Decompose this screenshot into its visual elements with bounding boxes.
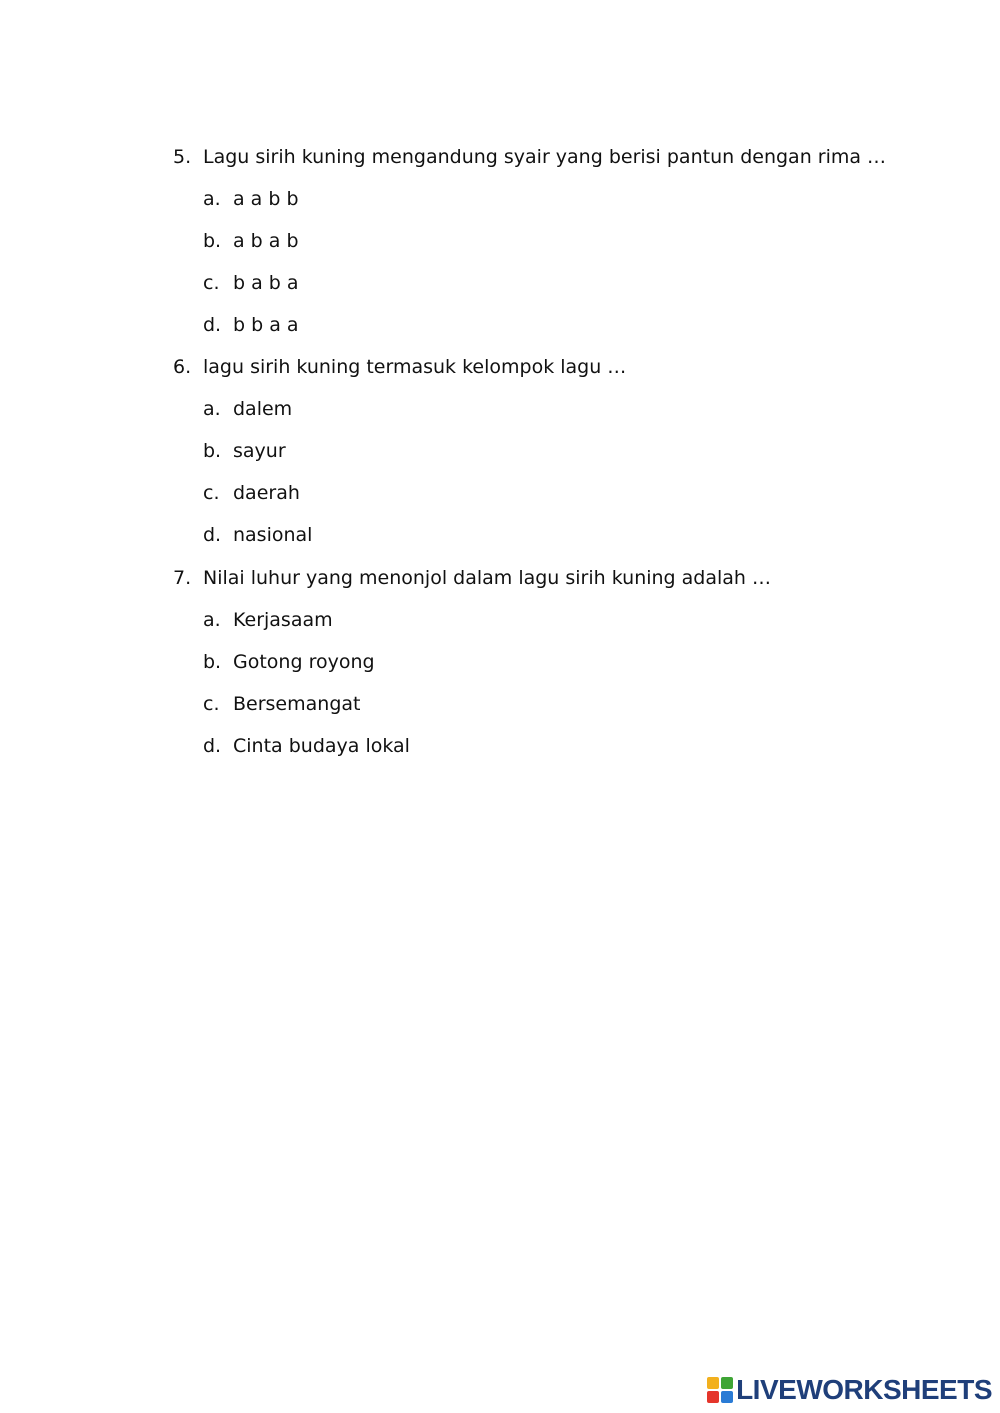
option-c (203, 693, 933, 735)
question-text: lagu sirih kuning termasuk kelompok lagu … (203, 356, 627, 378)
option-letter: d. (203, 314, 222, 336)
option-text: sayur (233, 440, 286, 462)
option-list (173, 188, 933, 356)
option-text: Cinta budaya lokal (233, 735, 410, 757)
option-text: daerah (233, 482, 300, 504)
option-list (173, 398, 933, 566)
option-list (173, 609, 933, 777)
question-7 (173, 567, 933, 777)
question-stem (173, 356, 933, 398)
liveworksheets-watermark (707, 1373, 992, 1407)
option-letter: c. (203, 272, 220, 294)
logo-tile-icon (707, 1391, 719, 1403)
option-letter: c. (203, 482, 220, 504)
question-number: 6. (173, 356, 192, 378)
option-c (203, 272, 933, 314)
option-a (203, 188, 933, 230)
option-text: Kerjasaam (233, 609, 333, 631)
question-stem (173, 146, 933, 188)
logo-tile-icon (721, 1377, 733, 1389)
option-letter: a. (203, 188, 221, 210)
option-d (203, 735, 933, 777)
option-b (203, 230, 933, 272)
question-stem (173, 567, 933, 609)
brand-name: LIVEWORKSHEETS (736, 1374, 992, 1405)
option-text: Bersemangat (233, 693, 361, 715)
option-text: nasional (233, 524, 313, 546)
option-text: b a b a (233, 272, 299, 294)
option-text: Gotong royong (233, 651, 375, 673)
option-letter: d. (203, 524, 222, 546)
question-text: Lagu sirih kuning mengandung syair yang berisi pantun dengan rima … (203, 146, 887, 168)
option-letter: a. (203, 398, 221, 420)
option-letter: b. (203, 230, 222, 252)
option-letter: d. (203, 735, 222, 757)
option-c (203, 482, 933, 524)
logo-tile-icon (721, 1391, 733, 1403)
option-b (203, 440, 933, 482)
question-6 (173, 356, 933, 566)
option-a (203, 398, 933, 440)
option-text: a b a b (233, 230, 299, 252)
option-letter: b. (203, 440, 222, 462)
option-b (203, 651, 933, 693)
option-d (203, 314, 933, 356)
question-text: Nilai luhur yang menonjol dalam lagu sirih kuning adalah … (203, 567, 772, 589)
question-number: 7. (173, 567, 192, 589)
logo-tile-icon (707, 1377, 719, 1389)
option-letter: b. (203, 651, 222, 673)
option-text: dalem (233, 398, 293, 420)
question-number: 5. (173, 146, 192, 168)
question-5 (173, 146, 933, 356)
option-letter: a. (203, 609, 221, 631)
option-d (203, 524, 933, 566)
option-letter: c. (203, 693, 220, 715)
liveworksheets-logo-icon (707, 1377, 733, 1403)
option-text: b b a a (233, 314, 299, 336)
option-a (203, 609, 933, 651)
option-text: a a b b (233, 188, 299, 210)
